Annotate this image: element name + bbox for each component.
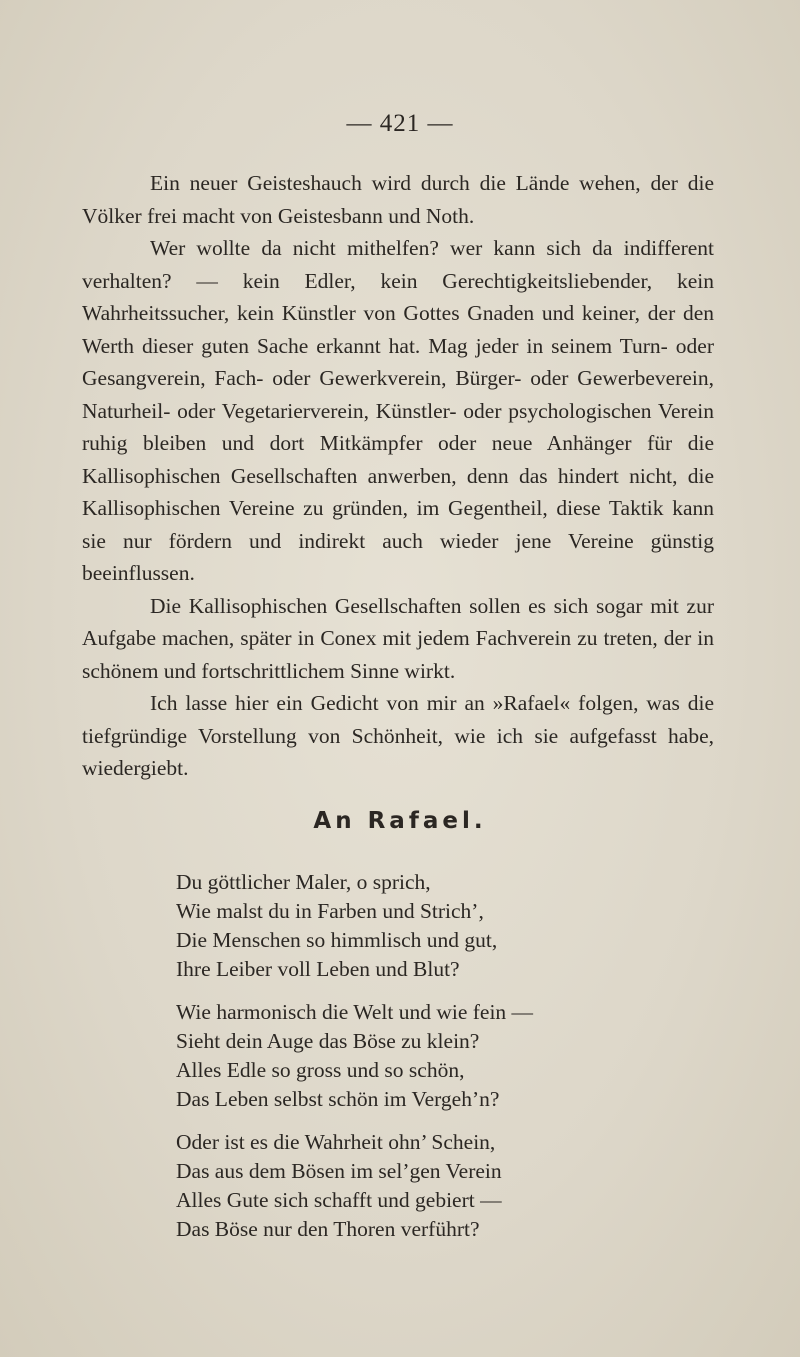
poem-stanza — [176, 998, 646, 1114]
poem-title: An Rafael. — [313, 808, 487, 834]
poem-line: Oder ist es die Wahrheit ohn’ Schein, — [176, 1130, 496, 1154]
poem — [176, 868, 646, 1258]
poem-line: Du göttlicher Maler, o sprich, — [176, 870, 431, 894]
body-text — [82, 167, 714, 785]
paragraph: Ich lasse hier ein Gedicht von mir an »Rafael« folgen, was die tiefgründige Vorstellung von Schönheit, wie ich sie aufgefasst habe, wiedergiebt. — [82, 691, 714, 780]
poem-stanza — [176, 868, 646, 984]
poem-line: Ihre Leiber voll Leben und Blut? — [176, 957, 460, 981]
paragraph: Wer wollte da nicht mithelfen? wer kann sich da indifferent verhalten? — kein Edler, kein Gerechtigkeitsliebender, kein Wahrheitssucher, kein Künstler von Gottes Gnaden und keiner, der den Werth dieser guten Sache erkannt hat. Mag jeder in seinem Turn- oder Gesangverein, Fach- oder Gewerkverein, Bürger- oder Gewerbeverein, Naturheil- oder Vegetarierverein, Künstler- oder psychologischen Verein ruhig bleiben und dort Mitkämpfer oder neue Anhänger für die Kallisophischen Gesellschaften anwerben, denn das hindert nicht, die Kallisophischen Vereine zu gründen, im Gegentheil, diese Taktik kann sie nur fördern und indirekt auch wieder jene Vereine günstig beeinflussen. — [82, 236, 714, 585]
poem-line: Alles Edle so gross und so schön, — [176, 1058, 465, 1082]
poem-line: Alles Gute sich schafft und gebiert — — [176, 1188, 502, 1212]
poem-line: Das Leben selbst schön im Vergeh’n? — [176, 1087, 500, 1111]
poem-line: Wie harmonisch die Welt und wie fein — — [176, 1000, 534, 1024]
page-number: — 421 — — [346, 110, 454, 137]
paragraph: Die Kallisophischen Gesellschaften sollen es sich sogar mit zur Aufgabe machen, später in Conex mit jedem Fachverein zu treten, der in schönem und fortschrittlichem Sinne wirkt. — [82, 593, 714, 683]
poem-line: Das Böse nur den Thoren verführt? — [176, 1217, 480, 1241]
poem-line: Die Menschen so himmlisch und gut, — [176, 928, 498, 952]
poem-line: Das aus dem Bösen im sel’gen Verein — [176, 1159, 502, 1183]
poem-line: Sieht dein Auge das Böse zu klein? — [176, 1029, 480, 1053]
poem-line: Wie malst du in Farben und Strich’, — [176, 899, 484, 923]
poem-stanza — [176, 1128, 646, 1244]
paragraph: Ein neuer Geisteshauch wird durch die Lände wehen, der die Völker frei macht von Geistesbann und Noth. — [82, 171, 714, 228]
